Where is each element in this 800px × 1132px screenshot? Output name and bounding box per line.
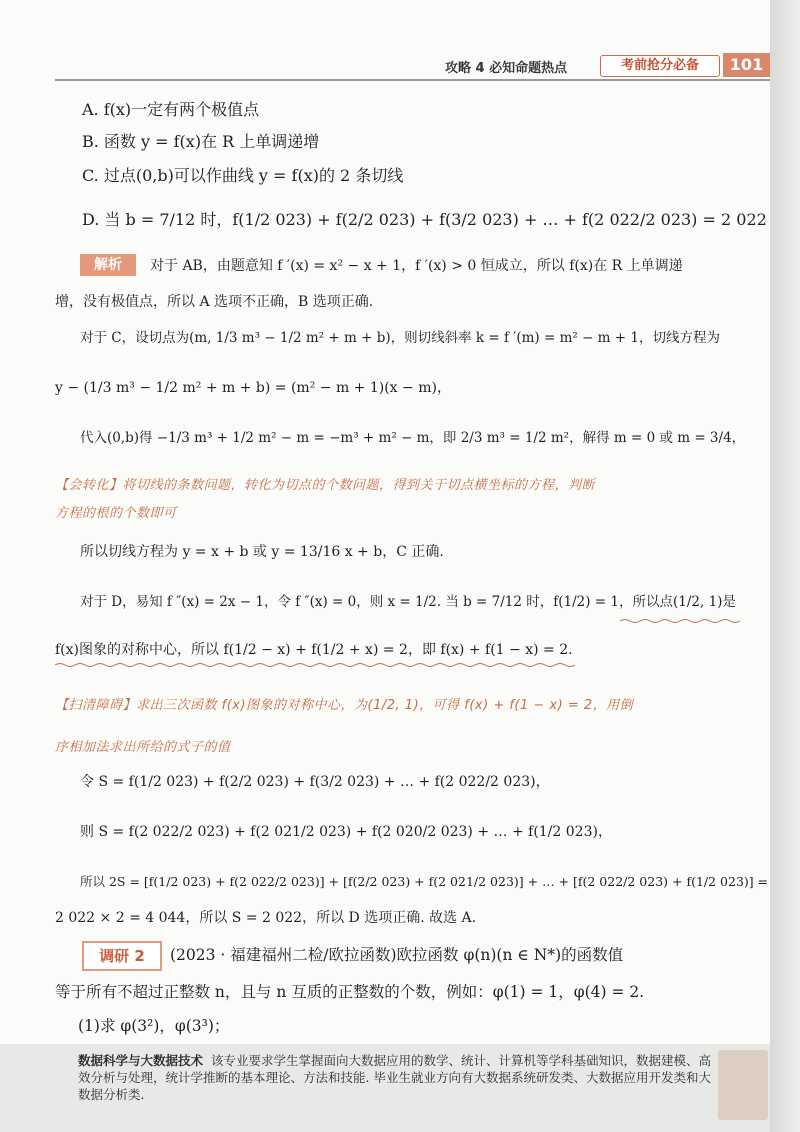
- footer-text: [78, 1052, 718, 1103]
- analysis-tag: 解析: [80, 254, 136, 276]
- footer-title: 数据科学与大数据技术: [78, 1053, 204, 1068]
- research-line: (2023 · 福建福州二检/欧拉函数)欧拉函数 φ(n)(n ∈ N*)的函数值: [170, 946, 624, 964]
- analysis-line: 对于 D，易知 f ″(x) = 2x − 1，令 f ″(x) = 0，则 x = 1/2. 当 b = 7/12 时，f(1/2) = 1，所以点(1/2, 1)是: [80, 594, 736, 610]
- analysis-line: 则 S = f(2 022/2 023) + f(2 021/2 023) + f(2 020/2 023) + … + f(1/2 023)，: [80, 824, 612, 840]
- handwritten-note: 【扫清障碍】求出三次函数 f(x)图象的对称中心，为(1/2, 1)，可得 f(x) + f(1 − x) = 2，用倒: [55, 698, 634, 713]
- analysis-line: 令 S = f(1/2 023) + f(2/2 023) + f(3/2 023) + … + f(2 022/2 023)，: [80, 774, 550, 790]
- analysis-line: 增，没有极值点，所以 A 选项不正确，B 选项正确.: [55, 294, 374, 310]
- footer-body: 该专业要求学生掌握面向大数据应用的数学、统计、计算机等学科基础知识，数据建模、高效分析与处理，统计学推断的基本理论、方法和技能. 毕业生就业方向有大数据系统研发类、大数据应用开发类和大数据分析类.: [78, 1053, 711, 1102]
- header-rule: [55, 79, 770, 81]
- research-line: 等于所有不超过正整数 n，且与 n 互质的正整数的个数，例如：φ(1) = 1，φ(4) = 2.: [55, 983, 645, 1001]
- wavy-underline: [55, 662, 575, 668]
- analysis-line: f(x)图象的对称中心，所以 f(1/2 − x) + f(1/2 + x) = 2，即 f(x) + f(1 − x) = 2.: [55, 642, 573, 658]
- analysis-line: y − (1/3 m³ − 1/2 m² + m + b) = (m² − m + 1)(x − m)，: [55, 380, 451, 396]
- page-edge: [770, 0, 800, 1132]
- section-header: 攻略 4 必知命题热点: [445, 61, 568, 76]
- analysis-line: 代入(0,b)得 −1/3 m³ + 1/2 m² − m = −m³ + m² − m，即 2/3 m³ = 1/2 m²，解得 m = 0 或 m = 3/4，: [80, 430, 746, 446]
- option-c: C. 过点(0,b)可以作曲线 y = f(x)的 2 条切线: [82, 166, 404, 185]
- handwritten-note: 序相加法求出所给的式子的值: [55, 740, 231, 755]
- option-b: B. 函数 y = f(x)在 R 上单调递增: [82, 132, 320, 151]
- research-line: (1)求 φ(3²)，φ(3³)；: [78, 1017, 230, 1035]
- header-banner: 考前抢分必备: [600, 55, 720, 77]
- research-tag: 调研 2: [82, 941, 162, 971]
- option-a: A. f(x)一定有两个极值点: [82, 100, 260, 119]
- handwritten-note: 方程的根的个数即可: [55, 506, 177, 521]
- option-d: D. 当 b = 7/12 时，f(1/2 023) + f(2/2 023) + f(3/2 023) + … + f(2 022/2 023) = 2 022: [82, 210, 767, 229]
- corner-decoration: [718, 1050, 768, 1120]
- page-number: 101: [723, 53, 770, 77]
- analysis-line: 所以切线方程为 y = x + b 或 y = 13/16 x + b，C 正确.: [80, 544, 444, 560]
- analysis-line: 对于 C，设切点为(m, 1/3 m³ − 1/2 m² + m + b)，则切线斜率 k = f ′(m) = m² − m + 1，切线方程为: [80, 330, 720, 346]
- handwritten-note: 【会转化】将切线的条数问题，转化为切点的个数问题，得到关于切点横坐标的方程，判断: [55, 478, 596, 493]
- analysis-line: 对于 AB，由题意知 f ′(x) = x² − x + 1，f ′(x) > 0 恒成立，所以 f(x)在 R 上单调递: [150, 258, 683, 274]
- wavy-underline: [620, 618, 740, 624]
- analysis-line: 2 022 × 2 = 4 044，所以 S = 2 022，所以 D 选项正确. 故选 A.: [55, 910, 477, 926]
- analysis-line: 所以 2S = [f(1/2 023) + f(2 022/2 023)] + [f(2/2 023) + f(2 021/2 023)] + … + [f(2 022/2 023) + f(1/2 023)] =: [80, 874, 769, 889]
